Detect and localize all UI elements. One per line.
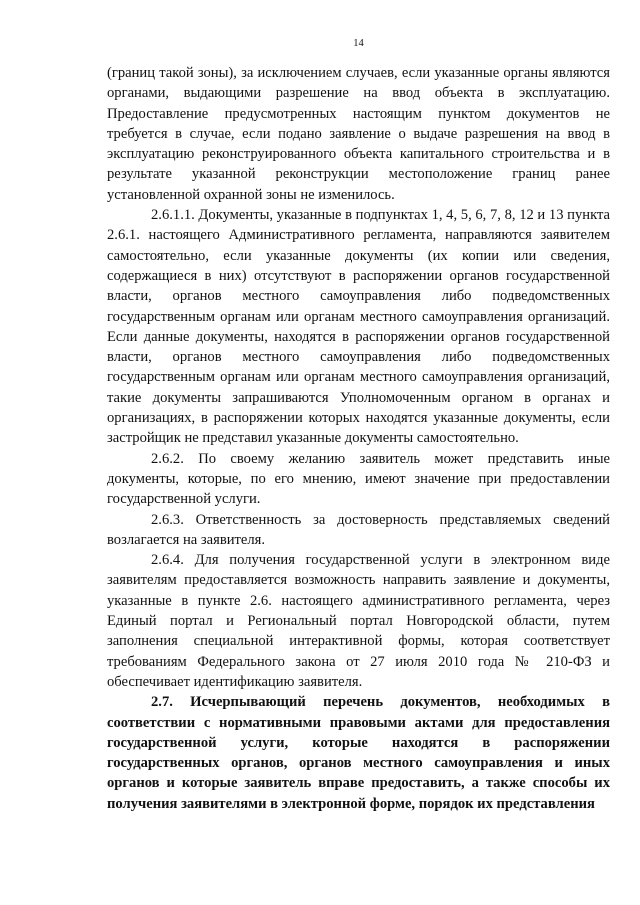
paragraph-2-6-1-1: 2.6.1.1. Документы, указанные в подпунктах 1, 4, 5, 6, 7, 8, 12 и 13 пункта 2.6.1. настоящего Административного регламента, направляются заявителем самостоятельно, если указанные документы (их копии или сведения, содержащиеся в них) отсутствуют в распоряжении органов государственной власти, органов местного самоуправления либо подведомственных государственным органам или органам местного самоуправления организаций. Если данные документы, находятся в распоряжении органов государственной власти, органов местного самоуправления либо подведомственных государственным органам или органам местного самоуправления организаций, такие документы запрашиваются Уполномоченным органом в органах и организациях, в распоряжении которых находятся указанные документы, если застройщик не представил указанные документы самостоятельно. <box>107 207 610 447</box>
page-number: 14 <box>353 38 364 49</box>
paragraph-2-6-3: 2.6.3. Ответственность за достоверность представляемых сведений возлагается на заявителя. <box>107 511 610 548</box>
paragraph-2-6-2: 2.6.2. По своему желанию заявитель может представить иные документы, которые, по его мнению, имеют значение при предоставлении государственной услуги. <box>107 450 610 508</box>
section-heading-2-7: 2.7. Исчерпывающий перечень документов, необходимых в соответствии с нормативными правовыми актами для предоставления государственной услуги, которые находятся в распоряжении государственных органов, органов местного самоуправления и иных органов и которые заявитель вправе предоставить, а также способы их получения заявителями в электронной форме, порядок их представления <box>107 694 610 812</box>
paragraph-2-6-4: 2.6.4. Для получения государственной услуги в электронном виде заявителям предоставляется возможность направить заявление и документы, указанные в пункте 2.6. настоящего административного регламента, через Единый портал и Региональный портал Новгородской области, путем заполнения специальной интерактивной формы, которая соответствует требованиям Федерального закона от 27 июля 2010 года № 210-ФЗ и обеспечивает идентификацию заявителя. <box>107 552 610 690</box>
paragraph-continuation: (границ такой зоны), за исключением случаев, если указанные органы являются органами, выдающими разрешение на ввод объекта в эксплуатацию. Предоставление предусмотренных настоящим пунктом документов не требуется в случае, если подано заявление о выдаче разрешения на ввод в эксплуатацию реконструированного объекта капитального строительства и в результате указанной реконструкции местоположение границ ранее установленной охранной зоны не изменилось. <box>107 65 610 203</box>
